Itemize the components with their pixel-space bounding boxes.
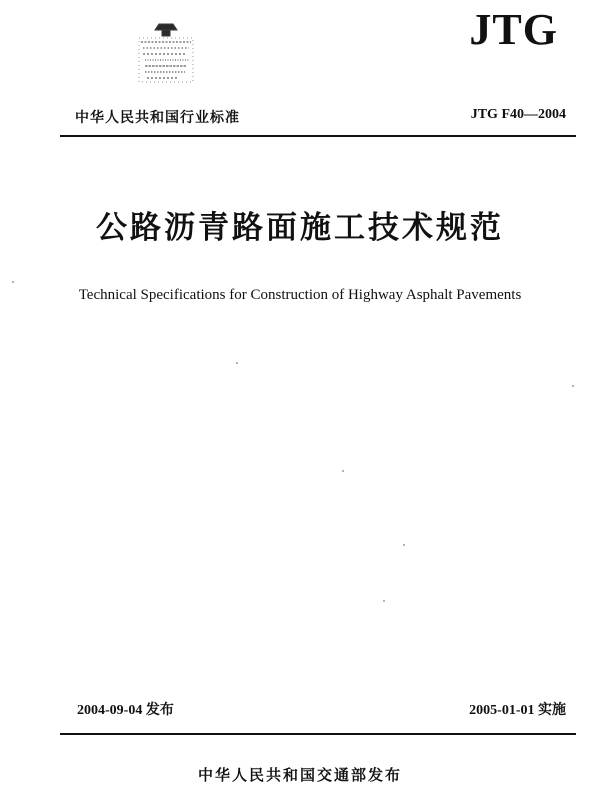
- document-title-english: Technical Specifications for Construction of Highway Asphalt Pavements: [78, 287, 522, 303]
- standard-category-label: 中华人民共和国行业标准: [75, 110, 240, 126]
- document-title-chinese: 公路沥青路面施工技术规范: [96, 210, 504, 246]
- footer-divider: [60, 733, 576, 735]
- scan-speck: [236, 362, 238, 364]
- standard-code: JTG F40—2004: [470, 107, 566, 122]
- effective-label: 实施: [538, 702, 566, 718]
- effective-date-line: [469, 699, 566, 719]
- header-divider: [60, 135, 576, 137]
- series-mark: JTG: [469, 5, 558, 54]
- issue-date-line: [77, 699, 174, 719]
- publisher-stamp-icon: [133, 20, 199, 86]
- scan-speck: [572, 385, 574, 387]
- scan-speck: [342, 470, 344, 472]
- effective-date: 2005-01-01: [469, 703, 535, 718]
- scan-speck: [403, 544, 405, 546]
- issue-label: 发布: [145, 702, 174, 718]
- scan-speck: [12, 281, 14, 283]
- scan-speck: [383, 600, 385, 602]
- publisher-name: 中华人民共和国交通部发布: [197, 766, 402, 784]
- issue-date: 2004-09-04: [77, 703, 143, 718]
